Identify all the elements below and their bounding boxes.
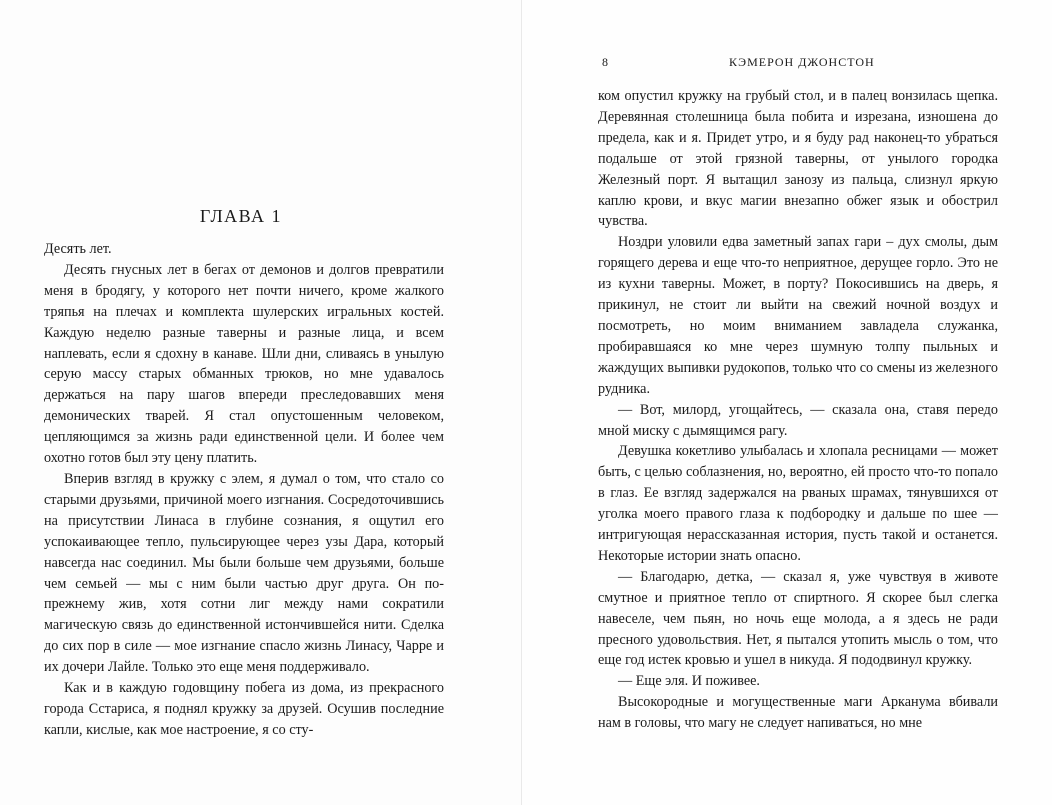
paragraph: — Еще эля. И поживее. xyxy=(618,673,760,690)
page-number: 8 xyxy=(602,55,609,69)
paragraph: — Благодарю, детка, — сказал я, уже чувствуя в животе смутное и приятное тепло от спиртного. Я скорее был слегка навеселе, чем пьян, но ночь еще молода, а я здесь не ради пресного удовольствия. Нет, я пытался утопить мысль о том, что еще год истек кровью и ушел в никуда. Я пододвинул кружку. xyxy=(598,568,998,669)
paragraph: Девушка кокетливо улыбалась и хлопала ресницами — может быть, с целью соблазнения, но, вероятно, ей просто что-то попало в глаз. Ее взгляд задержался на рваных шрамах, тянувшихся от уголка моего правого глаза к подбородку и дальше по шее — интригующая нерассказанная история, пусть такой и останется. Некоторые истории знать опасно. xyxy=(598,443,999,564)
paragraph: Как и в каждую годовщину побега из дома, из прекрасного города Сстариса, я поднял кружку за друзей. Осушив последние капли, кислые, как мое настроение, я со сту- xyxy=(44,680,444,738)
paragraph: Десять гнусных лет в бегах от демонов и долгов превратили меня в бродягу, у которого нет почти ничего, кроме жалкого тряпья на плечах и комплекта шулерских игральных костей. Каждую неделю разные таверны и разные лица, и всем наплевать, если я сдохну в канаве. Шли дни, сливаясь в унылую серую массу старых обманных трюков, но мне удавалось держаться на пару шагов впереди преследовавших меня демонических тварей. Я стал опустошенным человеком, цепляющимся за жизнь ради единственной цели. И более чем охотно готов был эту цену платить. xyxy=(44,261,444,467)
paragraph: — Вот, милорд, угощайтесь, — сказала она, ставя передо мной миску с дымящимся рагу. xyxy=(598,401,998,439)
left-page-body xyxy=(44,239,444,741)
right-page-body xyxy=(598,86,998,734)
running-head xyxy=(602,55,1002,71)
paragraph: Ноздри уловили едва заметный запах гари – дух смолы, дым горящего дерева и еще что-то неприятное, дерущее горло. Это не из кухни таверны. Может, в порту? Покосившись на дверь, я прикинул, не стоит ли выйти на свежий ночной воздух и посмотреть, но моим вниманием завладела служанка, пробиравшаяся ко мне через шумную толпу пыльных и жаждущих выпивки рудокопов, только что со смены из железного рудника. xyxy=(598,234,998,397)
paragraph: Высокородные и могущественные маги Арканума вбивали нам в головы, что магу не следует напиваться, но мне xyxy=(598,694,998,732)
paragraph: Десять лет. xyxy=(44,241,112,257)
paragraph: ком опустил кружку на грубый стол, и в палец вонзилась щепка. Деревянная столешница была побита и изрезана, изношена до предела, как и я. Придет утро, и я буду рад наконец-то убраться подальше от этой грязной таверны, от унылого городка Железный порт. Я вытащил занозу из пальца, слизнул яркую каплю крови, и вкус магии внезапно обжег язык и обострил чувства. xyxy=(598,88,998,230)
author-name: КЭМЕРОН ДЖОНСТОН xyxy=(729,55,875,69)
paragraph: Вперив взгляд в кружку с элем, я думал о том, что стало со старыми друзьями, причиной моего изгнания. Сосредоточившись на присутствии Линаса в глубине сознания, я ощутил его успокаивающее тепло, пульсирующее через узы Дара, который навсегда нас соединил. Мы были больше чем друзьями, больше чем семьей — мы с ним были частью друг друга. Он по-прежнему жив, хотя сотни лиг между нами сократили магическую связь до единственной истончившейся нити. Сделка до сих пор в силе — мое изгнание спасло жизнь Линасу, Чарре и их дочери Лайле. Только это еще меня поддерживало. xyxy=(44,470,444,676)
chapter-title: ГЛАВА 1 xyxy=(199,206,283,226)
left-page xyxy=(0,0,522,805)
